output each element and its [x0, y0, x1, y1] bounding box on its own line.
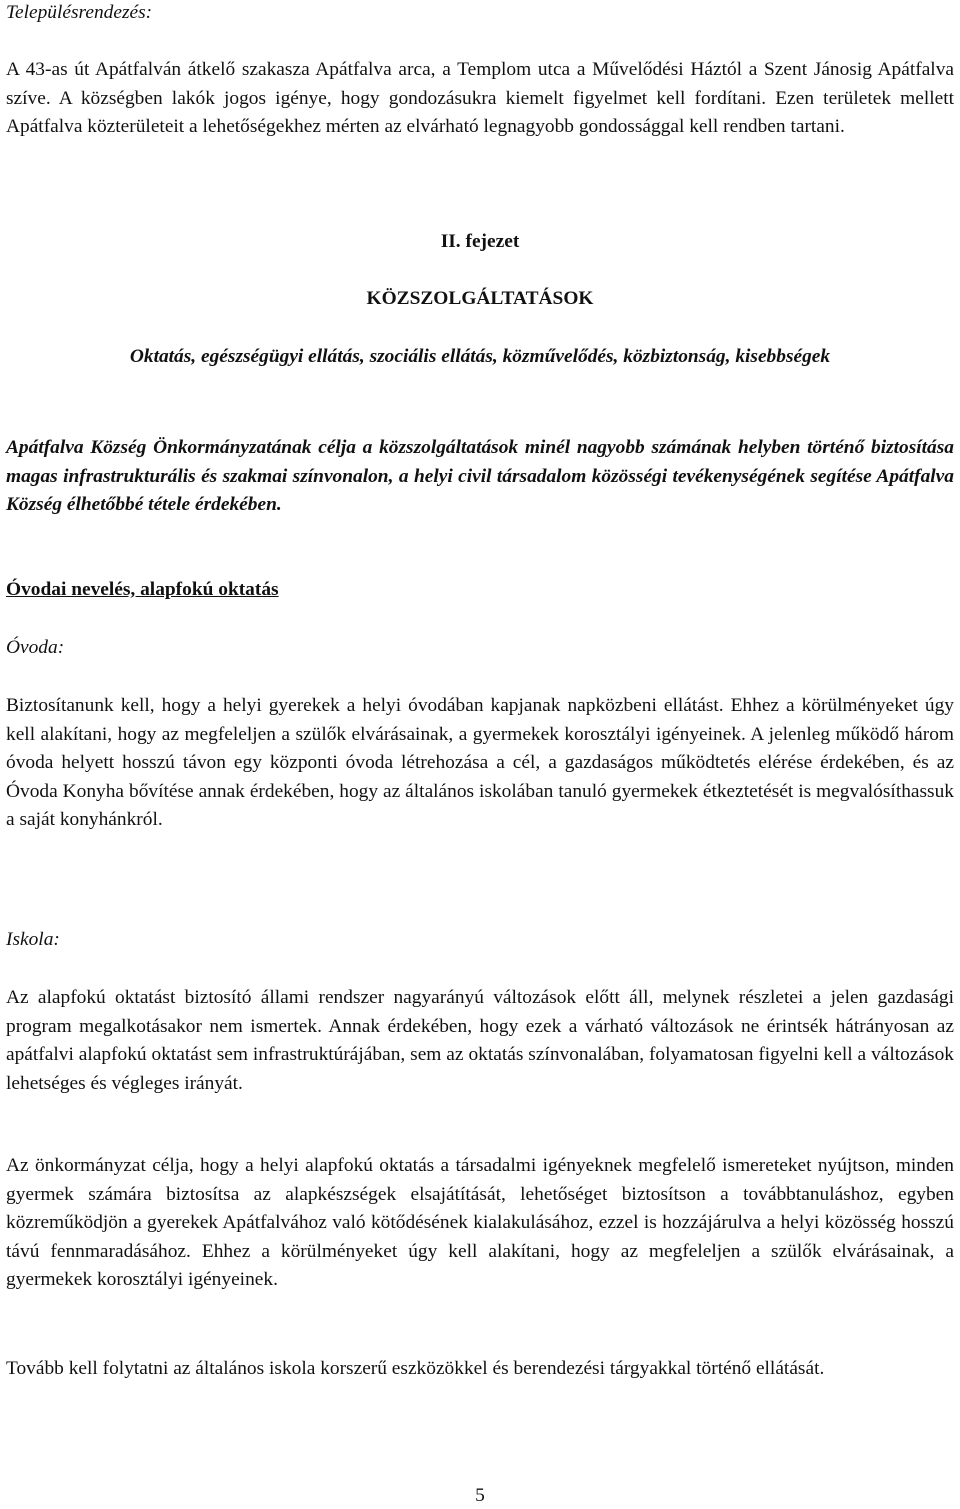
iskola-paragraph-1: Az alapfokú oktatást biztosító állami rendszer nagyarányú változások előtt áll, melynek részletei a jelen gazdasági program megalkotásakor nem ismertek. Annak érdekében, hogy ezek a várható változások ne érintsék hátrányosan az apátfalvi alapfokú oktatást sem infrastruktúrájában, sem az oktatás színvonalában, folyamatosan figyelni kell a változások lehetséges és végleges irányát.	[6, 987, 954, 1094]
education-heading: Óvodai nevelés, alapfokú oktatás	[6, 579, 279, 600]
iskola-paragraph-2: Az önkormányzat célja, hogy a helyi alapfokú oktatás a társadalmi igényeknek megfelelő ismereteket nyújtson, minden gyermek számára biztosítsa az alapkészségek elsajátítását, lehetőséget biztosítson a továbbtanuláshoz, egyben közreműködjön a gyerekek Apátfalvához való kötődésének kialakulásához, ezzel is hozzájárulva a helyi közösség hosszú távú fennmaradásához. Ehhez a körülményeket úgy kell alakítani, hogy az megfeleljen a szülők elvárásainak, a gyermekek korosztályi igényeinek.	[6, 1155, 954, 1290]
chapter-number: II. fejezet	[440, 231, 520, 252]
paragraph-telepulesrendezes: A 43-as út Apátfalván átkelő szakasza Apátfalva arca, a Templom utca a Művelődési Háztól a Szent Jánosig Apátfalva szíve. A községben lakók jogos igénye, hogy gondozásukra kiemelt figyelmet kell fordítani. Ezen területek mellett Apátfalva közterületeit a lehetőségekhez mérten az elvárható legnagyobb gondossággal kell rendben tartani.	[6, 59, 954, 137]
iskola-heading: Iskola:	[6, 929, 60, 950]
section-heading-telepulesrendezes: Településrendezés:	[6, 2, 153, 23]
page-number: 5	[475, 1485, 485, 1506]
chapter-title: KÖZSZOLGÁLTATÁSOK	[366, 288, 594, 309]
ovoda-paragraph: Biztosítanunk kell, hogy a helyi gyerekek a helyi óvodában kapjanak napközbeni ellátást. Ehhez a körülményeket úgy kell alakítani, hogy az megfeleljen a szülők elvárásainak, a gyermekek korosztályi igényeinek. A jelenleg működő három óvoda helyett hosszú távon egy központi óvoda létrehozása a cél, a gazdaságos működtetés elérése érdekében, és az Óvoda Konyha bővítése annak érdekében, hogy az általános iskolában tanuló gyermekek étkeztetését is megvalósíthassuk a saját konyhánkról.	[6, 695, 954, 830]
ovoda-heading: Óvoda:	[6, 637, 65, 658]
iskola-paragraph-3: Tovább kell folytatni az általános iskola korszerű eszközökkel és berendezési tárgyakkal történő ellátását.	[6, 1358, 825, 1379]
goal-paragraph: Apátfalva Község Önkormányzatának célja a közszolgáltatások minél nagyobb számának helyben történő biztosítása magas infrastrukturális és szakmai színvonalon, a helyi civil társadalom közösségi tevékenységének segítése Apátfalva Község élhetőbbé tétele érdekében.	[6, 437, 954, 515]
chapter-subtitle: Oktatás, egészségügyi ellátás, szociális ellátás, közművelődés, közbiztonság, kisebbségek	[129, 346, 831, 367]
